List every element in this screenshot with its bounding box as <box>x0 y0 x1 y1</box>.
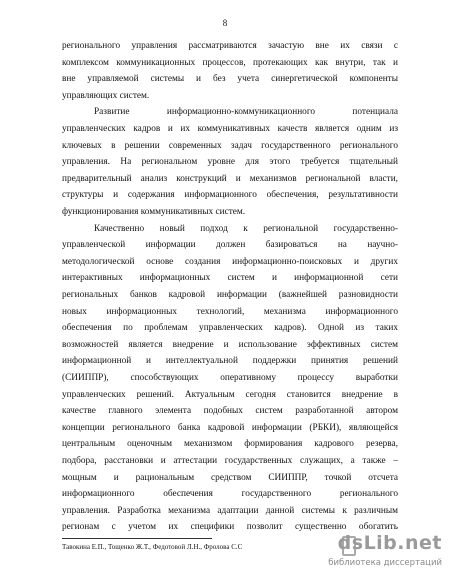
body-line: структуры и содержания информационного обеспечения, результативности <box>62 190 398 200</box>
page-number: 8 <box>222 18 228 28</box>
body-line: концепции регионального банка кадровой информации (РБКИ), являющейся <box>62 423 398 433</box>
body-line: Развитие информационно-коммуникационного потенциала <box>94 107 398 117</box>
body-line: (СИИППР), способствующих оперативному процессу выработки <box>62 373 398 383</box>
body-line: Качественно новый подход к региональной государственно- <box>94 224 398 234</box>
body-line: управленческих решений. Актуальным сегодня становится внедрение в <box>62 390 398 400</box>
body-line: управленческих кадров и их коммуникативных качеств является одним из <box>62 124 398 134</box>
body-line: методологической основе создания информационно-поисковых и других <box>62 257 398 267</box>
body-line: вне управляемой системы и без учета синергетической компоненты <box>62 74 398 84</box>
footnote-text: Тавокина Е.П., Тощенко Ж.Т., Федотовой Л.Н., Фролова С.С <box>62 543 243 551</box>
body-line: качестве главного элемента подобных систем разработанной автором <box>62 406 398 416</box>
body-line: регионального управления рассматриваются зачастую вне их связи с <box>62 41 398 51</box>
footnote-divider <box>62 538 212 539</box>
body-line: регионам с учетом их специфики позволит существенно обогатить <box>62 522 398 532</box>
body-line: функционирования коммуникативных систем. <box>62 207 246 217</box>
body-line: новых информационных технологий, механизма информационного <box>62 307 398 317</box>
body-line: информационной и интеллектуальной поддержки принятия решений <box>62 356 398 366</box>
body-line: ключевых в решении современных задач государственного регионального <box>62 141 398 151</box>
body-line: центральным оценочным механизмом формирования кадрового резерва, <box>62 439 398 449</box>
body-line: управленческой информации должен базироваться на научно- <box>62 240 398 250</box>
body-line: мощным и рациональным средством СИИППР, точкой отсчета <box>62 473 398 483</box>
watermark <box>328 532 442 576</box>
body-line: интерактивных информационных систем и информационной сети <box>62 273 398 283</box>
body-line: информационного обеспечения государственного регионального <box>62 489 398 499</box>
body-line: управления. Разработка механизма адаптации данной системы к различным <box>62 506 398 516</box>
body-line: подбора, расстановки и аттестации государственных служащих, а также – <box>62 456 398 466</box>
body-line: управляющих систем. <box>62 91 150 101</box>
body-line: возможностей является внедрение и использование эффективных систем <box>62 340 398 350</box>
body-line: обеспечения по проблемам управленческих кадров). Одной из таких <box>62 323 398 333</box>
body-line: предварительный анализ конструкций и механизмов региональной власти, <box>62 174 398 184</box>
body-line: комплексом коммуникационных процессов, протекающих как внутри, так и <box>62 58 398 68</box>
watermark-logo: dsLib.net <box>337 532 442 554</box>
watermark-tagline: библиотека диссертаций <box>328 558 442 568</box>
body-line: региональных банков кадровой информации (важнейшей разновидности <box>62 290 398 300</box>
body-line: управления. На региональном уровне для этого требуется тщательный <box>62 157 398 167</box>
